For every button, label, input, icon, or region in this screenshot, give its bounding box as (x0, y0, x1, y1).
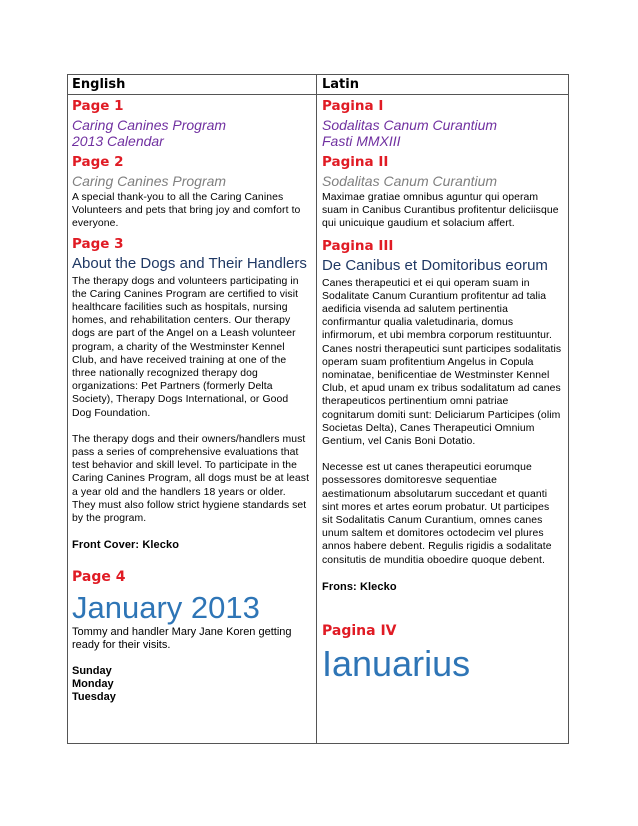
page3-label: Page 3 (72, 235, 124, 252)
front-cover-credit: Front Cover: Klecko (72, 539, 180, 552)
header-english: English (72, 77, 126, 92)
page2-body: A special thank-you to all the Caring Canines Volunteers and pets that bring joy and comfort to everyone. (72, 192, 301, 230)
page1-line2: 2013 Calendar (72, 133, 164, 149)
pagina1-line1: Sodalitas Canum Curantium (322, 117, 498, 133)
pagina2-body: Maximae gratiae omnibus aguntur qui operam suam in Canibus Curantibus profitentur deliciisque qui unicuique gaudium et solacium affert. (322, 192, 559, 230)
page3-para1: The therapy dogs and volunteers participating in the Caring Canines Program are certified to visit healthcare facilities such as hospitals, nursing homes, and rehabilitation centers. Our therapy dogs are part of the Angel on a Leash volunteer program, a charity of the Westminster Kennel Club, and have received training at one of the three nationally recognized therapy dog organizations: Pet Partners (formerly Delta Society), Therapy Dogs International, or Good Dog Foundation. (72, 275, 299, 419)
page1-label: Page 1 (72, 98, 124, 114)
translation-table (67, 74, 569, 744)
pagina4-label: Pagina IV (322, 623, 397, 640)
page3-para2: The therapy dogs and their owners/handlers must pass a series of comprehensive evaluations that test behavior and skill level. To participate in the Caring Canines Program, all dogs must be at least a year old and the handlers 18 years or older. They must also follow strict hygiene standards set by the program. (72, 433, 310, 525)
pagina3-para2: Necesse est ut canes therapeutici eorumque possessores domitoresve sequentiae aestimationum absolutarum succedant et quanti sint mores et artes eorum probatur. Ut participes sit Sodalitatis Canum Curantium, omnes canes unum saltem et domitores octodecim vel plures annos habere debent. Regulis rigidis a sodalitate consitutis de munditia oboedire quoque debent. (322, 462, 552, 566)
page2-label: Page 2 (72, 154, 124, 170)
pagina3-heading: De Canibus et Domitoribus eorum (322, 256, 548, 274)
page4-caption: Tommy and handler Mary Jane Koren getting ready for their visits. (72, 626, 292, 652)
header-latin: Latin (322, 77, 359, 92)
latin-column (317, 75, 568, 684)
english-column (68, 75, 316, 704)
page2-title: Caring Canines Program (72, 173, 227, 189)
pagina1-line2: Fasti MMXIII (322, 133, 401, 149)
pagina3-label: Pagina III (322, 237, 394, 254)
day-monday: Monday (72, 678, 114, 691)
page1-line1: Caring Canines Program (72, 117, 227, 133)
frons-credit: Frons: Klecko (322, 580, 397, 593)
page3-heading: About the Dogs and Their Handlers (72, 254, 307, 272)
day-sunday: Sunday (72, 665, 112, 678)
day-tuesday: Tuesday (72, 691, 116, 704)
pagina2-label: Pagina II (322, 154, 389, 170)
page4-title: January 2013 (72, 590, 260, 626)
pagina2-title: Sodalitas Canum Curantium (322, 173, 498, 189)
page4-label: Page 4 (72, 569, 126, 586)
pagina3-para1: Canes therapeutici et ei qui operam suam in Sodalitate Canum Curantium profitentur ad talia aedificia visenda ad salutem pertinentia confirmantur qualia valetudinaria, domus infirmorum, et ubi membra corporum restituuntur. Canes nostri therapeutici sunt participes sodalitatis operam suam profitentium Angelus in Copula nominatae, benificentiae de Westminster Kennel Club, et apud unam ex tribus sodalitatum ad canes therapeuticos pertinentium omni patriae cognitarum domiti sunt: Deliciarum Participes (olim Societas Delta), Canes Therapeutici Omnium Gentium, vel Canis Boni Dotatio. (322, 277, 562, 448)
pagina1-label: Pagina I (322, 98, 384, 114)
pagina4-title: Ianuarius (322, 643, 471, 685)
